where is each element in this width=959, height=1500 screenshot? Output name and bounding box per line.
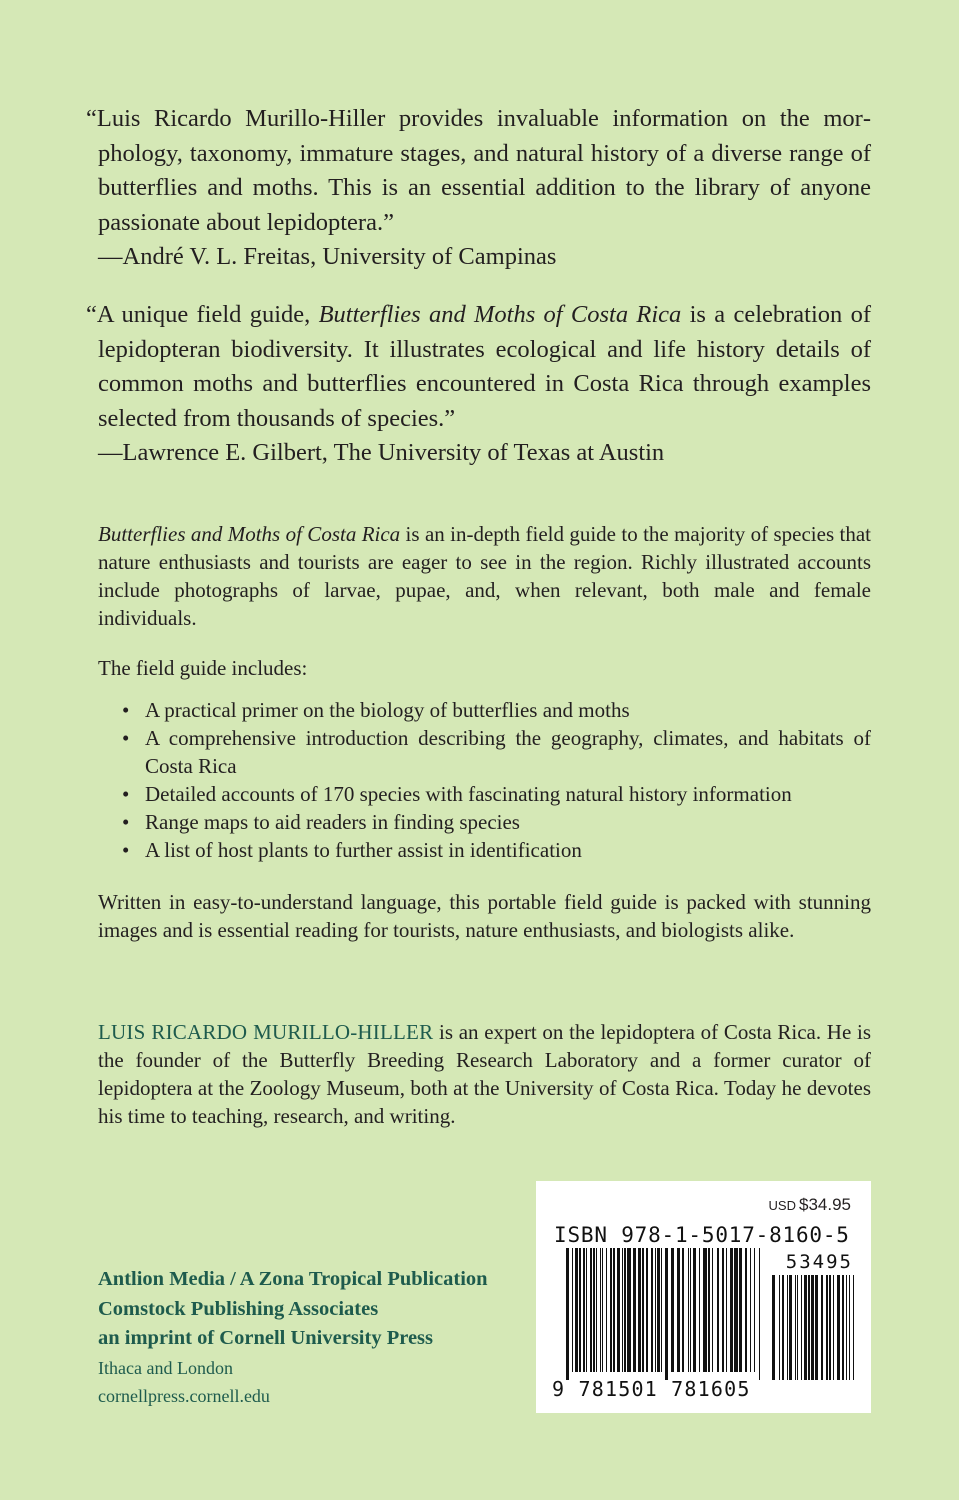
endorsement-freitas <box>86 102 871 275</box>
includes-intro <box>98 654 871 682</box>
addon-number: 53495 <box>785 1251 853 1273</box>
isbn-text: ISBN 978-1-5017-8160-5 <box>554 1223 850 1247</box>
list-item: • Detailed accounts of 170 species with fascinating natural history information <box>122 782 792 806</box>
author-name: LUIS RICARDO MURILLO-HILLER <box>98 1020 434 1044</box>
bullet-icon: • <box>122 726 130 750</box>
endorsement-quote: “Luis Ricardo Murillo-Hiller provides invaluable information on the morphology, taxonomy, immature stages, and natural history of a diverse range of butterflies and moths. This is an essential addition to the library of anyone passionate about lepidoptera.” <box>86 105 871 236</box>
price-amount: $34.95 <box>799 1195 851 1214</box>
ean-barcode-icon <box>566 1248 762 1380</box>
author-bio <box>98 1018 871 1130</box>
feature-list <box>98 696 871 864</box>
description-text: is an in-depth field guide to the majority of species that nature enthusiasts and tourists are eager to see in the region. Richly illustrated accounts include photographs of larvae, pupae, and, when relevant, both male and female individuals. <box>98 522 871 630</box>
bullet-icon: • <box>122 782 130 806</box>
publisher-line: Antlion Media / A Zona Tropical Publication <box>98 1268 488 1290</box>
author-bio-text: is an expert on the lepidoptera of Costa Rica. He is the founder of the Butterfly Breeding Research Laboratory and a former curator of lepidoptera at the Zoology Museum, both at the University of Costa Rica. Today he devotes his time to teaching, research, and writing. <box>98 1020 871 1128</box>
book-description <box>98 520 871 632</box>
publisher-line: Comstock Publishing Associates <box>98 1297 379 1320</box>
publisher-line: an imprint of Cornell University Press <box>98 1327 433 1349</box>
list-item: • A comprehensive introduction describing the geography, climates, and habitats of Costa Rica <box>122 726 871 778</box>
price-currency: USD <box>768 1198 796 1213</box>
endorsement-book-title: Butterflies and Moths of Costa Rica <box>318 301 682 328</box>
endorsement-quote-rest: is a celebration of lepidopteran biodiversity. It illustrates ecological and life history details of common moths and butterflies encountered in Costa Rica through examples selected from thousands of species.” <box>98 301 871 432</box>
endorsement-quote-open: “A unique field guide, <box>86 301 319 328</box>
list-item: • A list of host plants to further assist in identification <box>122 838 582 862</box>
list-item: • A practical primer on the biology of butterflies and moths <box>122 698 630 722</box>
bullet-icon: • <box>122 838 130 862</box>
ean-digits: 9 781501 781605 <box>552 1377 751 1401</box>
endorsement-gilbert <box>86 298 871 471</box>
closing-text: Written in easy-to-understand language, this portable field guide is packed with stunning images and is essential reading for tourists, nature enthusiasts, and biologists alike. <box>98 890 871 942</box>
description-book-title: Butterflies and Moths of Costa Rica <box>98 522 401 546</box>
barcode-label <box>536 1181 871 1413</box>
publisher-block <box>98 1265 518 1410</box>
publisher-city: Ithaca and London <box>98 1357 233 1378</box>
addon-barcode-icon <box>772 1275 854 1380</box>
includes-intro-text: The field guide includes: <box>98 656 308 680</box>
closing-paragraph <box>98 888 871 944</box>
bullet-icon: • <box>122 698 130 722</box>
publisher-website: cornellpress.cornell.edu <box>98 1385 270 1406</box>
endorsement-attribution: —Lawrence E. Gilbert, The University of Texas at Austin <box>98 439 665 466</box>
endorsement-attribution: —André V. L. Freitas, University of Campinas <box>98 243 557 270</box>
bullet-icon: • <box>122 810 130 834</box>
list-item: • Range maps to aid readers in finding species <box>122 810 520 834</box>
price <box>769 1195 851 1215</box>
